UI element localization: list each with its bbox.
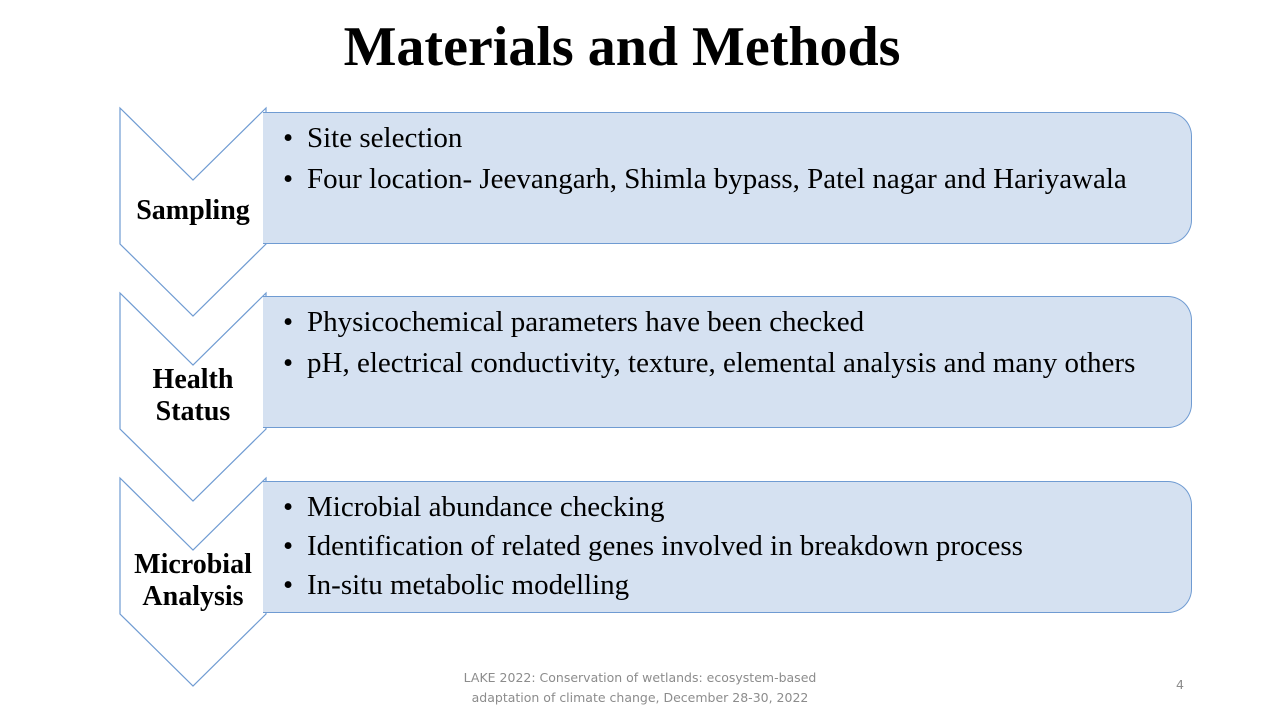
step-card-health-status <box>263 296 1192 428</box>
chevron-step-microbial-analysis <box>120 478 266 686</box>
step-label-microbial-analysis <box>120 549 266 613</box>
slide-footer <box>440 668 840 708</box>
step-label-line: Status <box>155 396 231 427</box>
footer-line: LAKE 2022: Conservation of wetlands: ecosystem-based <box>463 670 817 685</box>
chevron-step-health-status <box>120 293 266 501</box>
bullet-list <box>283 305 1167 380</box>
step-card-sampling <box>263 112 1192 244</box>
bullet-item: • Identification of related genes involved in breakdown process <box>283 529 1167 563</box>
bullet-item: • Four location- Jeevangarh, Shimla bypass, Patel nagar and Hariyawala <box>283 162 1167 196</box>
step-label-line: Health <box>152 364 234 395</box>
bullet-item: • pH, electrical conductivity, texture, elemental analysis and many others <box>283 346 1167 380</box>
bullet-item: • In-situ metabolic modelling <box>283 568 1167 602</box>
page-number: 4 <box>1176 677 1184 692</box>
bullet-item: • Site selection <box>283 121 1167 155</box>
step-label-line: Analysis <box>142 581 244 612</box>
chevron-step-sampling <box>120 108 266 316</box>
bullet-list <box>283 490 1167 602</box>
bullet-list <box>283 121 1167 196</box>
bullet-item: • Physicochemical parameters have been checked <box>283 305 1167 339</box>
step-label-health-status <box>120 364 266 428</box>
step-card-microbial-analysis <box>263 481 1192 613</box>
footer-line: adaptation of climate change, December 28-30, 2022 <box>471 690 809 705</box>
step-label-line: Microbial <box>134 549 252 580</box>
step-label-line: Sampling <box>136 195 250 226</box>
bullet-item: • Microbial abundance checking <box>283 490 1167 524</box>
slide-title: Materials and Methods <box>343 16 901 78</box>
step-label-sampling <box>120 195 266 227</box>
